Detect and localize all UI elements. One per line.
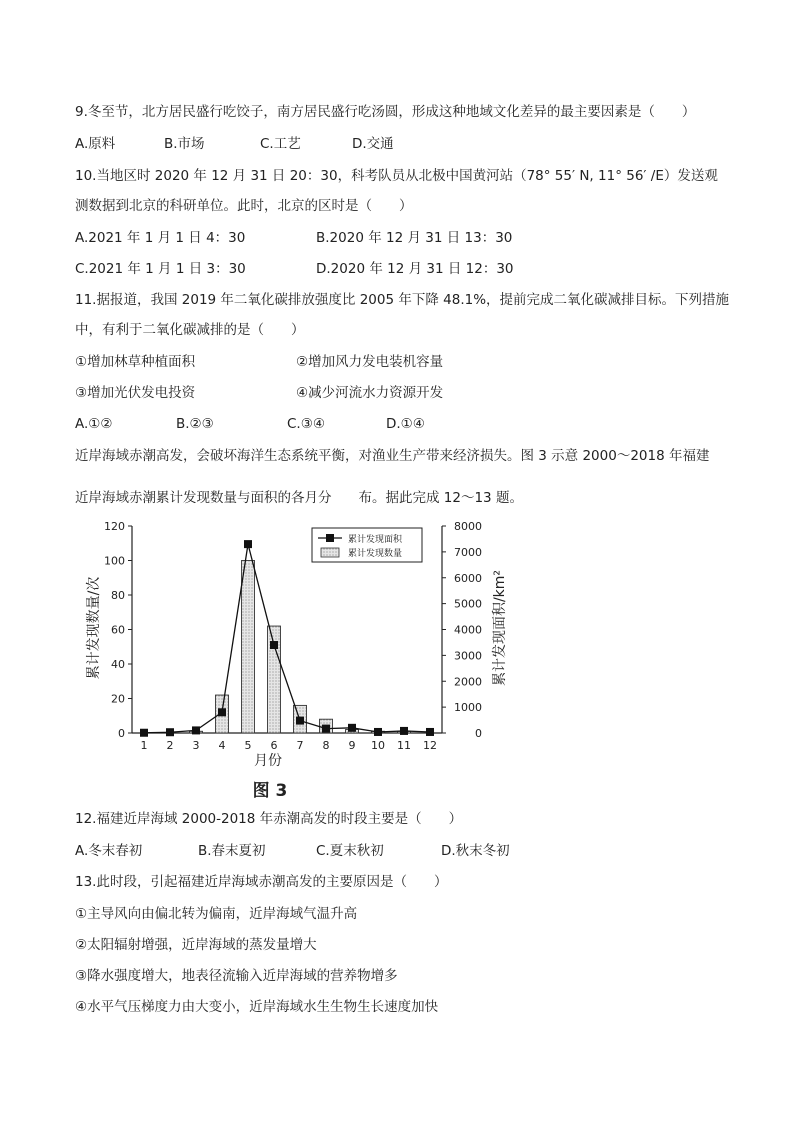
y-tick-label-left: 0 — [118, 727, 125, 740]
x-tick-label: 11 — [397, 739, 411, 752]
y-tick-label-right: 8000 — [454, 520, 482, 533]
q13-item-1: ①主导风向由偏北转为偏南，近岸海域气温升高 — [75, 906, 358, 922]
q12-option-a: A.冬末春初 — [75, 843, 143, 859]
y-axis-right-label: 累计发现面积/km² — [492, 569, 508, 687]
x-tick-label: 5 — [244, 739, 252, 752]
q11-item-3: ③增加光伏发电投资 — [75, 385, 196, 401]
line-point — [426, 728, 434, 736]
q9-option-a: A.原料 — [75, 136, 116, 152]
x-tick-label: 1 — [140, 739, 148, 752]
line-point — [322, 725, 330, 733]
legend-bar-swatch — [321, 548, 339, 557]
y-tick-label-left: 40 — [111, 658, 125, 671]
q9-option-d: D.交通 — [352, 136, 394, 152]
q13-item-4: ④水平气压梯度力由大变小，近岸海域水生生物生长速度加快 — [75, 999, 439, 1015]
line-point — [140, 729, 148, 737]
x-axis-label: 月份 — [254, 753, 282, 769]
q9-stem: 9.冬至节，北方居民盛行吃饺子，南方居民盛行吃汤圆，形成这种地域文化差异的最主要因素是（ ） — [75, 104, 696, 120]
legend-label-area: 累计发现面积 — [348, 535, 403, 545]
q11-stem-line2: 中，有利于二氧化碳减排的是（ ） — [75, 322, 305, 338]
line-area-series — [144, 544, 430, 733]
line-point — [400, 727, 408, 735]
q11-option-d: D.①④ — [386, 416, 425, 432]
q12-stem: 12.福建近岸海域 2000-2018 年赤潮高发的时段主要是（ ） — [75, 811, 463, 827]
y-tick-label-left: 100 — [104, 554, 125, 568]
x-tick-label: 2 — [166, 739, 174, 752]
line-point — [374, 728, 382, 736]
y-tick-label-right: 4000 — [454, 623, 482, 637]
figure-title: 图 3 — [252, 781, 288, 801]
q9-option-b: B.市场 — [164, 136, 205, 152]
y-tick-label-right: 0 — [475, 727, 482, 740]
x-tick-label: 10 — [371, 739, 385, 752]
x-tick-label: 12 — [423, 739, 437, 752]
line-point — [270, 641, 278, 649]
line-point — [192, 726, 200, 734]
y-tick-label-left: 120 — [104, 520, 125, 533]
q11-item-1: ①增加林草种植面积 — [75, 354, 196, 370]
q12-option-c: C.夏末秋初 — [316, 843, 384, 859]
intro-line2: 近岸海域赤潮累计发现数量与面积的各月分 布。据此完成 12～13 题。 — [75, 490, 523, 506]
q13-item-3: ③降水强度增大，地表径流输入近岸海域的营养物增多 — [75, 968, 398, 984]
q12-option-d: D.秋末冬初 — [441, 843, 510, 859]
y-tick-label-right: 7000 — [454, 545, 482, 559]
x-tick-label: 9 — [348, 739, 356, 752]
intro-line1: 近岸海域赤潮高发，会破坏海洋生态系统平衡，对渔业生产带来经济损失。图 3 示意 2000～2018 年福建 — [75, 448, 710, 464]
q9-option-c: C.工艺 — [260, 136, 301, 152]
y-tick-label-left: 20 — [111, 692, 125, 706]
x-tick-label: 6 — [270, 739, 278, 752]
q10-option-c: C.2021 年 1 月 1 日 3：30 — [75, 261, 246, 277]
bar-count — [242, 561, 255, 734]
q10-option-d: D.2020 年 12 月 31 日 12：30 — [316, 261, 514, 277]
legend-line-marker — [326, 534, 334, 542]
q11-stem-line1: 11.据报道，我国 2019 年二氧化碳排放强度比 2005 年下降 48.1%，提前完成二氧化碳减排目标。下列措施 — [75, 292, 730, 308]
q11-option-c: C.③④ — [287, 416, 325, 432]
q11-option-b: B.②③ — [176, 416, 214, 432]
line-point — [166, 728, 174, 736]
q10-option-b: B.2020 年 12 月 31 日 13：30 — [316, 230, 513, 246]
line-point — [244, 540, 252, 548]
q11-item-2: ②增加风力发电装机容量 — [296, 354, 444, 370]
q10-stem-line1: 10.当地区时 2020 年 12 月 31 日 20：30，科考队员从北极中国黄河站（78° 55′ N, 11° 56′ /E）发送观 — [75, 168, 718, 184]
y-tick-label-right: 6000 — [454, 571, 482, 585]
q10-stem-line2: 测数据到北京的科研单位。此时，北京的区时是（ ） — [75, 198, 413, 214]
x-tick-label: 3 — [192, 739, 200, 752]
q11-option-a: A.①② — [75, 416, 113, 432]
line-point — [218, 708, 226, 716]
chart-line — [140, 540, 434, 737]
legend-label-count: 累计发现数量 — [348, 549, 403, 559]
x-tick-label: 7 — [296, 739, 304, 752]
y-tick-label-right: 3000 — [454, 649, 482, 663]
y-axis-left-label: 累计发现数量/次 — [86, 576, 102, 680]
chart-axes — [104, 520, 482, 752]
q11-item-4: ④减少河流水力资源开发 — [296, 385, 444, 401]
line-point — [348, 724, 356, 732]
y-tick-label-right: 2000 — [454, 675, 482, 689]
x-tick-label: 8 — [322, 739, 330, 752]
y-tick-label-right: 5000 — [454, 597, 482, 611]
line-point — [296, 717, 304, 725]
q10-option-a: A.2021 年 1 月 1 日 4：30 — [75, 230, 246, 246]
y-tick-label-right: 1000 — [454, 701, 482, 715]
y-tick-label-left: 80 — [111, 589, 125, 602]
q13-stem: 13.此时段，引起福建近岸海域赤潮高发的主要原因是（ ） — [75, 874, 448, 890]
y-tick-label-left: 60 — [111, 623, 125, 637]
q12-option-b: B.春末夏初 — [198, 843, 266, 859]
chart-legend — [312, 528, 422, 562]
x-tick-label: 4 — [218, 739, 226, 752]
figure-3-chart — [80, 515, 520, 805]
q13-item-2: ②太阳辐射增强，近岸海域的蒸发量增大 — [75, 937, 317, 953]
